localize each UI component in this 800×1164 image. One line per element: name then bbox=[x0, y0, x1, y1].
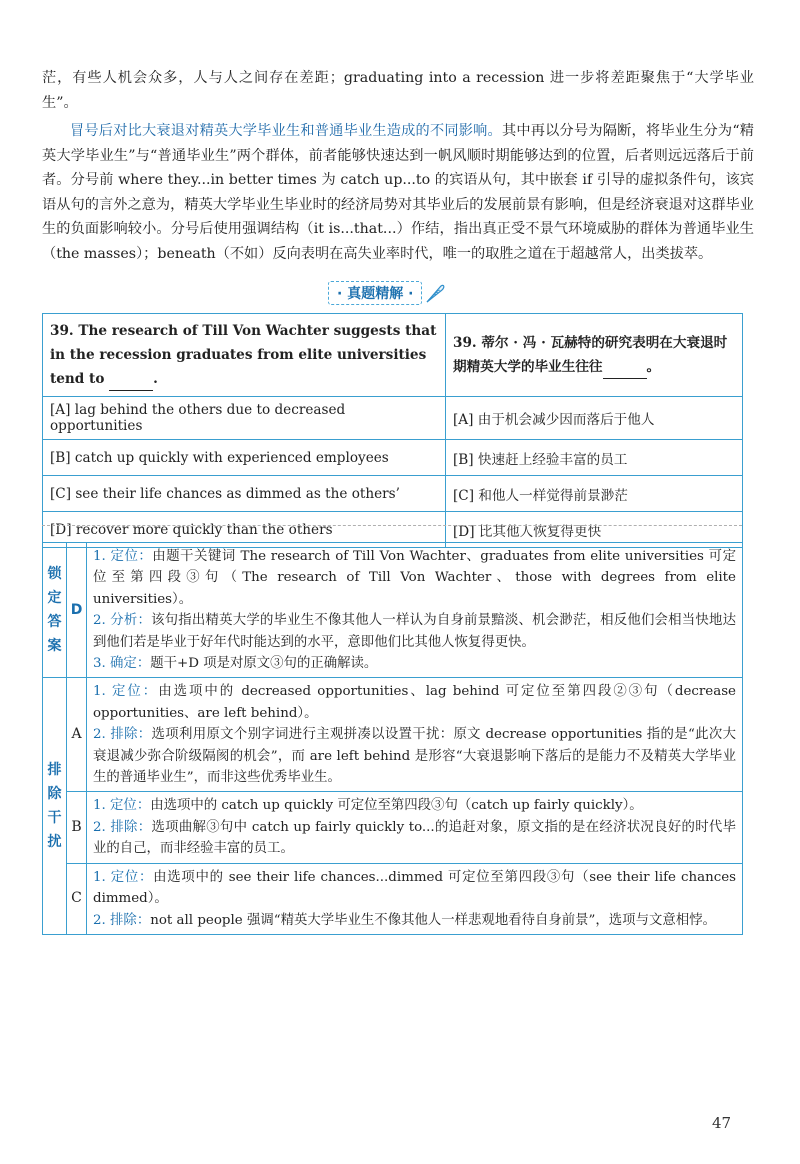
distractor-row bbox=[43, 792, 743, 863]
answer-blank bbox=[109, 376, 153, 391]
distractor-explanation bbox=[87, 678, 743, 792]
distractor-letter: A bbox=[67, 678, 87, 792]
option-en: [C] see their life chances as dimmed as the others’ bbox=[43, 476, 446, 512]
answer-explanation bbox=[87, 543, 743, 678]
distractor-letter: B bbox=[67, 792, 87, 863]
question-stem-en: 39. The research of Till Von Wachter suggests that in the recession graduates from elite universities tend to . bbox=[43, 314, 446, 397]
analysis-paragraph bbox=[42, 119, 754, 266]
section-title bbox=[328, 282, 446, 304]
distractor-explanation bbox=[87, 863, 743, 934]
question-stem-row bbox=[43, 314, 743, 397]
option-row bbox=[43, 476, 743, 512]
distractor-explanation bbox=[87, 792, 743, 863]
option-zh: [A] 由于机会减少因而落后于他人 bbox=[446, 397, 743, 440]
option-en: [B] catch up quickly with experienced employees bbox=[43, 440, 446, 476]
option-en: [D] recover more quickly than the others bbox=[43, 512, 446, 548]
option-row bbox=[43, 440, 743, 476]
explanation-line: 2. 分析：该句指出精英大学的毕业生不像其他人一样认为自身前景黯淡、机会渺茫，相反他们会相当快地达到他们若是毕业于好年代时能达到的水平，意即他们比其他人恢复得更快。 bbox=[93, 613, 736, 650]
option-row bbox=[43, 397, 743, 440]
paragraph-body: 其中再以分号为隔断，将毕业生分为“精英大学毕业生”与“普通毕业生”两个群体，前者能够快速达到一帆风顺时期能够达到的位置，后者则远远落后于前者。分号前 where they...in better times 为 catch up...to 的宾语从句，其中嵌套 if 引导的虚拟条件句，该宾语从句的言外之意为，精英大学毕业生毕业时的经济局势对其毕业后的发展前景有影响，但是经济衰退对这群毕业生的负面影响较小。分号后使用强调结构（it is...that...）作结，指出真正受不景气环境威胁的群体为普通毕业生（the masses）；beneath（不如）反向表明在高失业率时代，唯一的取胜之道在于超越常人，出类拔萃。 bbox=[42, 123, 754, 262]
divider bbox=[42, 525, 742, 526]
distractor-row bbox=[43, 678, 743, 792]
paragraph-lead: 冒号后对比大衰退对精英大学毕业生和普通毕业生造成的不同影响。 bbox=[70, 123, 502, 139]
explanation-line: 1. 定位：由题干关键词 The research of Till Von Wachter、graduates from elite universities 可定位至第四段③句（The research of Till Von Wachter、those with degrees from elite universities）。 bbox=[93, 549, 736, 607]
explanation-line: 2. 排除：not all people 强调“精英大学毕业生不像其他人一样悲观地看待自身前景”，选项与文意相悖。 bbox=[93, 912, 716, 928]
answer-row bbox=[43, 543, 743, 678]
explanation-line: 2. 排除：选项曲解③句中 catch up fairly quickly to...的追赶对象，原文指的是在经济状况良好的时代毕业的自己，而非经验丰富的员工。 bbox=[93, 819, 736, 857]
intro-paragraph: 茫，有些人机会众多，人与人之间存在差距；graduating into a recession 进一步将差距聚焦于“大学毕业生”。 bbox=[42, 70, 754, 111]
question-stem-zh: 39. 蒂尔 · 冯 · 瓦赫特的研究表明在大衰退时期精英大学的毕业生往往 。 bbox=[446, 314, 743, 397]
explanation-line: 2. 排除：选项利用原文个别字词进行主观拼凑以设置干扰：原文 decrease opportunities 指的是“此次大衰退减少弥合阶级隔阂的机会”，而 are left behind 是形容“大衰退影响下落后的是能力不及精英大学毕业生的普通毕业生”，而非这些优秀毕业生。 bbox=[93, 727, 736, 786]
explanation-line: 1. 定位：由选项中的 see their life chances...dimmed 可定位至第四段③句（see their life chances dimmed）。 bbox=[93, 869, 736, 907]
distractor-row bbox=[43, 863, 743, 934]
explanation-line: 1. 定位：由选项中的 catch up quickly 可定位至第四段③句（catch up fairly quickly）。 bbox=[93, 798, 643, 814]
lock-answer-label: 锁定答案 bbox=[43, 543, 67, 678]
option-zh: [B] 快速赶上经验丰富的员工 bbox=[446, 440, 743, 476]
correct-answer: D bbox=[67, 543, 87, 678]
option-zh: [D] 比其他人恢复得更快 bbox=[446, 512, 743, 548]
feather-pen-icon bbox=[424, 282, 446, 304]
page-number: 47 bbox=[712, 1114, 732, 1132]
explanation-line: 3. 确定：题干+D 项是对原文③句的正确解读。 bbox=[93, 656, 378, 672]
distractor-letter: C bbox=[67, 863, 87, 934]
answer-blank bbox=[603, 364, 647, 379]
option-zh: [C] 和他人一样觉得前景渺茫 bbox=[446, 476, 743, 512]
explanation-line: 1. 定位：由选项中的 decreased opportunities、lag behind 可定位至第四段②③句（decrease opportunities、are left behind）。 bbox=[93, 684, 736, 721]
question-table bbox=[42, 313, 743, 548]
option-en: [A] lag behind the others due to decreased opportunities bbox=[43, 397, 446, 440]
exclude-distractors-label: 排除干扰 bbox=[43, 678, 67, 934]
section-title-label: · 真题精解 · bbox=[328, 281, 422, 305]
analysis-table bbox=[42, 542, 743, 935]
